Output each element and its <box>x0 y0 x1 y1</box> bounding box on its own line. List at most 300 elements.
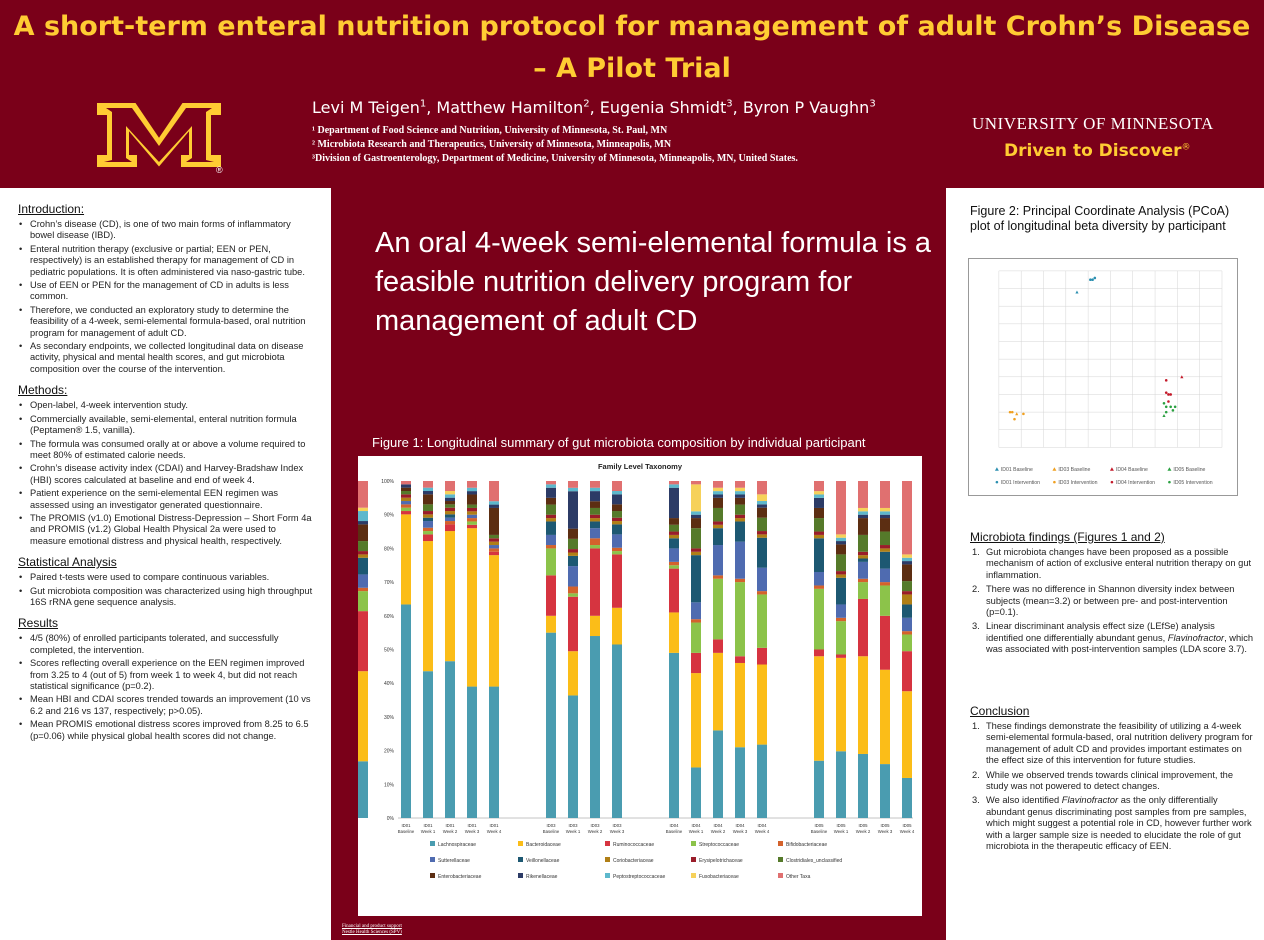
bar-segment <box>445 501 455 504</box>
bar-segment <box>612 548 622 551</box>
author-affiliation-number: 3 <box>869 98 876 110</box>
bar-segment <box>612 554 622 607</box>
bar-segment <box>757 501 767 504</box>
bar-segment <box>568 556 578 566</box>
legend-label: Lachnospiraceae <box>438 842 477 848</box>
bar-segment <box>358 541 368 551</box>
x-tick-sample: Week 2 <box>855 829 871 834</box>
bar-segment <box>814 508 824 518</box>
bar-segment <box>902 631 912 634</box>
statistical-analysis-list <box>18 572 313 608</box>
x-tick-sample: Week 2 <box>587 829 603 834</box>
bar-segment <box>880 616 890 670</box>
bar-segment <box>612 494 622 504</box>
bar-segment <box>669 612 679 652</box>
legend-swatch <box>430 873 435 878</box>
legend-marker <box>1111 481 1114 484</box>
bar-segment <box>358 508 368 511</box>
legend-label: Rikenellaceae <box>526 874 558 880</box>
list-item: 2. There was no difference in Shannon diversity index between subjects (mean=3.2) or between pre- and post-intervention (p=0.1). <box>972 584 1235 618</box>
data-point <box>1091 278 1094 281</box>
data-point <box>1163 402 1166 405</box>
bar-segment <box>423 521 433 528</box>
bar-segment <box>467 525 477 528</box>
bar-segment <box>836 481 846 534</box>
bar-segment <box>590 488 600 491</box>
bar-segment <box>467 494 477 504</box>
bar-segment <box>568 552 578 555</box>
x-tick-sample: Week 3 <box>609 829 625 834</box>
bar-segment <box>814 656 824 760</box>
data-point <box>1165 391 1168 394</box>
y-tick-label: 0% <box>386 816 394 822</box>
figure-1-stacked-bar-chart <box>358 456 922 916</box>
legend-label: Other Taxa <box>786 874 811 880</box>
bar-segment <box>489 481 499 501</box>
x-tick-sample: Baseline <box>665 829 683 834</box>
list-item: • Commercially available, semi-elemental, enteral nutrition formula (Peptamen® 1.5, vanilla). <box>18 414 313 437</box>
author-name: Byron P Vaughn <box>742 98 870 117</box>
bar-segment <box>612 534 622 547</box>
bar-segment <box>713 730 723 818</box>
bar-segment <box>358 761 368 818</box>
legend-label: Enterobacteriaceae <box>438 874 482 880</box>
bar-segment <box>757 531 767 534</box>
bar-segment <box>757 665 767 745</box>
data-point <box>1009 411 1012 414</box>
bar-segment <box>691 511 701 514</box>
bar-segment <box>489 552 499 555</box>
bar-segment <box>401 491 411 494</box>
bar-segment <box>669 481 679 484</box>
bar-segment <box>691 623 701 653</box>
bar-segment <box>489 535 499 538</box>
bar-segment <box>691 555 701 602</box>
bar-segment <box>423 504 433 511</box>
affiliation-2: ² Microbiota Research and Therapeutics, University of Minnesota, Minneapolis, MN <box>312 139 672 150</box>
data-point <box>1172 409 1175 412</box>
bar-segment <box>858 481 868 508</box>
bar-segment <box>691 653 701 673</box>
bar-segment <box>401 481 411 484</box>
bar-segment <box>401 498 411 501</box>
legend-label: Clostridiales_unclassified <box>786 858 843 864</box>
bar-segment <box>858 511 868 514</box>
introduction-list <box>18 219 313 375</box>
data-point <box>1174 406 1177 409</box>
bar-segment <box>445 504 455 507</box>
bar-segment <box>423 528 433 531</box>
bar-segment <box>836 574 846 577</box>
bar-segment <box>358 481 368 508</box>
data-point <box>1167 393 1170 396</box>
bar-segment <box>568 488 578 491</box>
legend-marker <box>995 467 999 470</box>
data-point <box>1022 413 1025 416</box>
bar-segment <box>902 581 912 591</box>
legend-label: Sutterellaceae <box>438 858 470 864</box>
methods-heading: Methods: <box>18 383 68 398</box>
bar-segment <box>401 488 411 491</box>
bar-segment <box>902 554 912 557</box>
list-item: 1. These findings demonstrate the feasibility of utilizing a 4-week semi-elemental formula-based, oral nutrition delivery program for management of adult CD and provides important estimates on the effect size of this intervention for future studies. <box>972 721 1253 766</box>
bar-segment <box>713 488 723 491</box>
list-item: • Open-label, 4-week intervention study. <box>18 400 313 411</box>
bar-segment <box>691 602 701 619</box>
bar-segment <box>691 518 701 528</box>
bar-segment <box>401 508 411 511</box>
list-item: 1. Gut microbiota changes have been proposed as a possible mechanism of action of exclusive enteral nutrition therapy on gut inflammation. <box>972 547 1252 580</box>
bar-segment <box>568 549 578 552</box>
legend-label: Fusobacteriaceae <box>699 874 739 880</box>
legend-marker <box>996 481 999 484</box>
bar-segment <box>401 604 411 818</box>
x-tick-sample: Week 1 <box>688 829 704 834</box>
x-tick-sample: Week 2 <box>710 829 726 834</box>
bar-segment <box>836 621 846 654</box>
bar-segment <box>836 538 846 541</box>
bar-segment <box>880 764 890 818</box>
bar-segment <box>902 558 912 561</box>
bar-segment <box>546 548 556 575</box>
list-item: • The formula was consumed orally at or above a volume required to meet 80% of estimated calorie needs. <box>18 439 313 462</box>
bar-segment <box>546 633 556 818</box>
bar-segment <box>467 687 477 818</box>
legend-label: ID04 Intervention <box>1115 480 1156 487</box>
bar-segment <box>691 528 701 548</box>
university-name <box>972 110 1214 135</box>
x-tick-id: ID01 <box>489 823 499 828</box>
bar-segment <box>691 619 701 622</box>
author-name: Matthew Hamilton <box>436 98 584 117</box>
legend-swatch <box>778 857 783 862</box>
bar-segment <box>546 518 556 521</box>
bar-segment <box>467 508 477 511</box>
legend-label: ID03 Baseline <box>1058 467 1091 474</box>
y-tick-label: 10% <box>383 782 394 789</box>
legend-swatch <box>430 857 435 862</box>
bar-segment <box>423 481 433 488</box>
funding-footnote <box>342 924 402 936</box>
bar-segment <box>612 524 622 534</box>
legend-swatch <box>778 841 783 846</box>
data-point <box>1162 414 1165 417</box>
bar-segment <box>880 511 890 514</box>
bar-segment <box>713 639 723 652</box>
bar-segment <box>858 552 868 555</box>
affiliation-1: ¹ Department of Food Science and Nutrition, University of Minnesota, St. Paul, MN <box>312 125 668 136</box>
bar-segment <box>590 515 600 518</box>
bar-segment <box>445 498 455 501</box>
figure-2-caption: Figure 2: Principal Coordinate Analysis (PCoA) plot of longitudinal beta diversity by participant <box>970 204 1230 233</box>
legend-marker <box>1053 481 1056 484</box>
x-tick-sample: Week 1 <box>565 829 581 834</box>
bar-segment <box>713 528 723 545</box>
bar-segment <box>590 481 600 488</box>
bar-segment <box>713 653 723 731</box>
bar-segment <box>836 618 846 621</box>
x-tick-sample: Baseline <box>397 829 415 834</box>
bar-segment <box>467 511 477 514</box>
bar-segment <box>445 661 455 818</box>
bar-segment <box>735 515 745 518</box>
bar-segment <box>757 591 767 594</box>
bar-segment <box>546 515 556 518</box>
bar-segment <box>568 587 578 594</box>
x-tick-sample: Week 4 <box>754 829 770 834</box>
title-line-2: – A Pilot Trial <box>533 53 731 84</box>
bar-segment <box>445 494 455 497</box>
legend-swatch <box>691 873 696 878</box>
bar-segment <box>880 545 890 548</box>
bar-segment <box>445 514 455 517</box>
bar-segment <box>358 671 368 761</box>
bar-segment <box>880 569 890 582</box>
x-tick-sample: Week 3 <box>464 829 480 834</box>
bar-segment <box>612 511 622 518</box>
bar-segment <box>489 538 499 541</box>
microbiota-findings-list <box>970 547 1254 656</box>
bar-segment <box>814 572 824 585</box>
author-affiliation-number: 1 <box>419 98 427 110</box>
bar-segment <box>590 508 600 515</box>
y-tick-label: 70% <box>383 580 394 587</box>
bar-segment <box>546 575 556 615</box>
bar-segment <box>546 481 556 484</box>
bar-segment <box>757 494 767 501</box>
bar-segment <box>445 491 455 494</box>
bar-segment <box>546 505 556 515</box>
bar-segment <box>814 518 824 531</box>
bar-segment <box>902 561 912 564</box>
legend-swatch <box>778 873 783 878</box>
bar-segment <box>880 670 890 764</box>
x-tick-id: ID04 <box>735 823 745 828</box>
author-name: Eugenia Shmidt <box>599 98 727 117</box>
bar-segment <box>858 515 868 518</box>
x-tick-sample: Week 1 <box>420 829 436 834</box>
bar-segment <box>902 651 912 691</box>
bar-segment <box>590 518 600 521</box>
bar-segment <box>467 518 477 521</box>
legend-label: Bacteroidaceae <box>526 842 561 848</box>
bar-segment <box>836 658 846 751</box>
bar-segment <box>669 532 679 535</box>
bar-segment <box>467 515 477 518</box>
bar-segment <box>713 521 723 524</box>
legend-label: ID03 Intervention <box>1058 480 1098 487</box>
bar-segment <box>880 515 890 518</box>
x-tick-id: ID05 <box>814 823 824 828</box>
bar-segment <box>735 663 745 747</box>
bar-segment <box>691 481 701 484</box>
legend-label: Veillonellaceae <box>526 858 560 864</box>
bar-segment <box>858 579 868 582</box>
bar-segment <box>836 604 846 617</box>
legend-label: Streptococcaceae <box>699 842 740 848</box>
left-column <box>0 188 331 940</box>
results-heading: Results <box>18 616 59 631</box>
data-point <box>1075 290 1078 293</box>
bar-segment <box>489 542 499 545</box>
statistical-analysis-heading: Statistical Analysis <box>18 555 117 570</box>
x-tick-id: ID05 <box>858 823 868 828</box>
block-m-logo-icon <box>84 96 234 174</box>
bar-segment <box>590 545 600 548</box>
data-point <box>1167 400 1170 403</box>
bar-segment <box>735 579 745 582</box>
bar-segment <box>358 521 368 524</box>
x-tick-id: ID04 <box>713 823 723 828</box>
y-tick-label: 100% <box>381 479 394 485</box>
bar-segment <box>401 494 411 497</box>
bar-segment <box>489 508 499 535</box>
bar-segment <box>836 544 846 554</box>
legend-label: Erysipelotrichaceae <box>699 858 743 864</box>
bar-segment <box>358 554 368 557</box>
bar-segment <box>757 648 767 665</box>
x-tick-id: ID01 <box>467 823 477 828</box>
legend-label: Peptostreptococcaceae <box>613 874 666 880</box>
footnote-line-2: Nestle Health Sciences (SPV) <box>342 930 402 935</box>
y-tick-label: 60% <box>383 613 394 620</box>
list-item: 2. While we observed trends towards clinical improvement, the study was not powered to detect changes. <box>972 769 1233 792</box>
bar-segment <box>590 616 600 636</box>
bar-segment <box>423 514 433 517</box>
bar-segment <box>880 582 890 585</box>
bar-segment <box>489 501 499 504</box>
bar-segment <box>669 488 679 518</box>
footnote-line-1: Financial and product support <box>342 924 402 929</box>
bar-segment <box>902 594 912 604</box>
bar-segment <box>836 571 846 574</box>
bar-segment <box>423 534 433 541</box>
author-name: Levi M Teigen <box>312 98 420 117</box>
bar-segment <box>568 695 578 818</box>
title-line-1: A short-term enteral nutrition protocol for management of adult Crohn’s Disease <box>13 11 1251 42</box>
bar-segment <box>669 565 679 568</box>
bar-segment <box>814 761 824 818</box>
bar-segment <box>691 484 701 511</box>
bar-segment <box>612 521 622 524</box>
list-item: • As secondary endpoints, we collected longitudinal data on disease activity, physical and mental health scores, and gut microbiota composition over the course of the intervention. <box>18 341 313 375</box>
data-point <box>1165 406 1168 409</box>
list-item: • 4/5 (80%) of enrolled participants tolerated, and successfully completed, the intervention. <box>18 633 313 656</box>
legend-marker <box>1110 467 1114 470</box>
bar-segment <box>757 508 767 518</box>
data-point <box>1013 418 1016 421</box>
bar-segment <box>858 559 868 562</box>
methods-list <box>18 400 313 547</box>
bar-segment <box>467 491 477 494</box>
bar-segment <box>713 481 723 488</box>
list-item: • Paired t-tests were used to compare continuous variables. <box>18 572 313 583</box>
bar-segment <box>735 494 745 497</box>
bar-segment <box>568 593 578 596</box>
bar-segment <box>467 488 477 491</box>
bar-segment <box>612 644 622 818</box>
bar-segment <box>590 636 600 818</box>
bar-segment <box>612 504 622 511</box>
bar-segment <box>590 548 600 615</box>
legend-label: Coriobacteriaceae <box>613 858 654 864</box>
bar-segment <box>568 539 578 549</box>
bar-segment <box>358 524 368 541</box>
bar-segment <box>757 594 767 647</box>
list-item: • Crohn’s disease activity index (CDAI) and Harvey-Bradshaw Index (HBI) scores calculated at baseline and end of week 4. <box>18 463 313 486</box>
bar-segment <box>757 518 767 531</box>
bar-segment <box>858 518 868 535</box>
y-tick-label: 90% <box>383 512 394 519</box>
bar-segment <box>590 528 600 538</box>
bar-segment <box>590 491 600 501</box>
right-column <box>946 188 1264 940</box>
bar-segment <box>691 552 701 555</box>
figure-1-caption: Figure 1: Longitudinal summary of gut microbiota composition by individual participant <box>372 435 866 450</box>
x-tick-sample: Week 4 <box>486 829 502 834</box>
university-name-text: UNIVERSITY OF MINNESOTA <box>972 114 1214 133</box>
bar-segment <box>612 608 622 645</box>
x-tick-id: ID04 <box>691 823 701 828</box>
bar-segment <box>423 488 433 491</box>
data-point <box>1089 278 1092 281</box>
bar-segment <box>489 548 499 551</box>
x-tick-id: ID03 <box>612 823 622 828</box>
bar-segment <box>612 551 622 554</box>
bar-segment <box>546 535 556 545</box>
bar-segment <box>489 687 499 818</box>
data-point <box>1165 411 1168 414</box>
x-tick-id: ID05 <box>902 823 912 828</box>
bar-segment <box>358 591 368 611</box>
x-tick-id: ID01 <box>445 823 455 828</box>
bar-segment <box>445 521 455 524</box>
legend-swatch <box>605 841 610 846</box>
list-item: • Patient experience on the semi-elemental EEN regimen was assessed using an investigator generated questionnaire. <box>18 488 313 511</box>
bar-segment <box>814 535 824 538</box>
legend-label: ID05 Intervention <box>1173 480 1213 487</box>
x-tick-id: ID03 <box>568 823 578 828</box>
legend-marker <box>1052 467 1056 470</box>
bar-segment <box>445 481 455 491</box>
bar-segment <box>814 494 824 497</box>
bar-segment <box>489 555 499 686</box>
legend-swatch <box>518 873 523 878</box>
bar-segment <box>445 524 455 531</box>
bar-segment <box>836 534 846 537</box>
bar-segment <box>358 551 368 554</box>
x-tick-sample: Week 2 <box>442 829 458 834</box>
bar-segment <box>568 651 578 695</box>
legend-label: ID01 Baseline <box>1000 467 1033 474</box>
legend-label: ID01 Intervention <box>1000 480 1041 487</box>
bar-segment <box>467 481 477 488</box>
bar-segment <box>757 538 767 568</box>
bar-segment <box>669 548 679 561</box>
bar-segment <box>814 498 824 508</box>
bar-segment <box>757 534 767 537</box>
bar-segment <box>669 653 679 818</box>
bar-segment <box>735 656 745 663</box>
bar-segment <box>836 554 846 571</box>
bar-segment <box>858 582 868 599</box>
bar-segment <box>713 508 723 521</box>
bar-segment <box>546 488 556 498</box>
bar-segment <box>735 518 745 521</box>
bar-segment <box>691 548 701 551</box>
bar-segment <box>757 504 767 507</box>
bar-segment <box>612 518 622 521</box>
